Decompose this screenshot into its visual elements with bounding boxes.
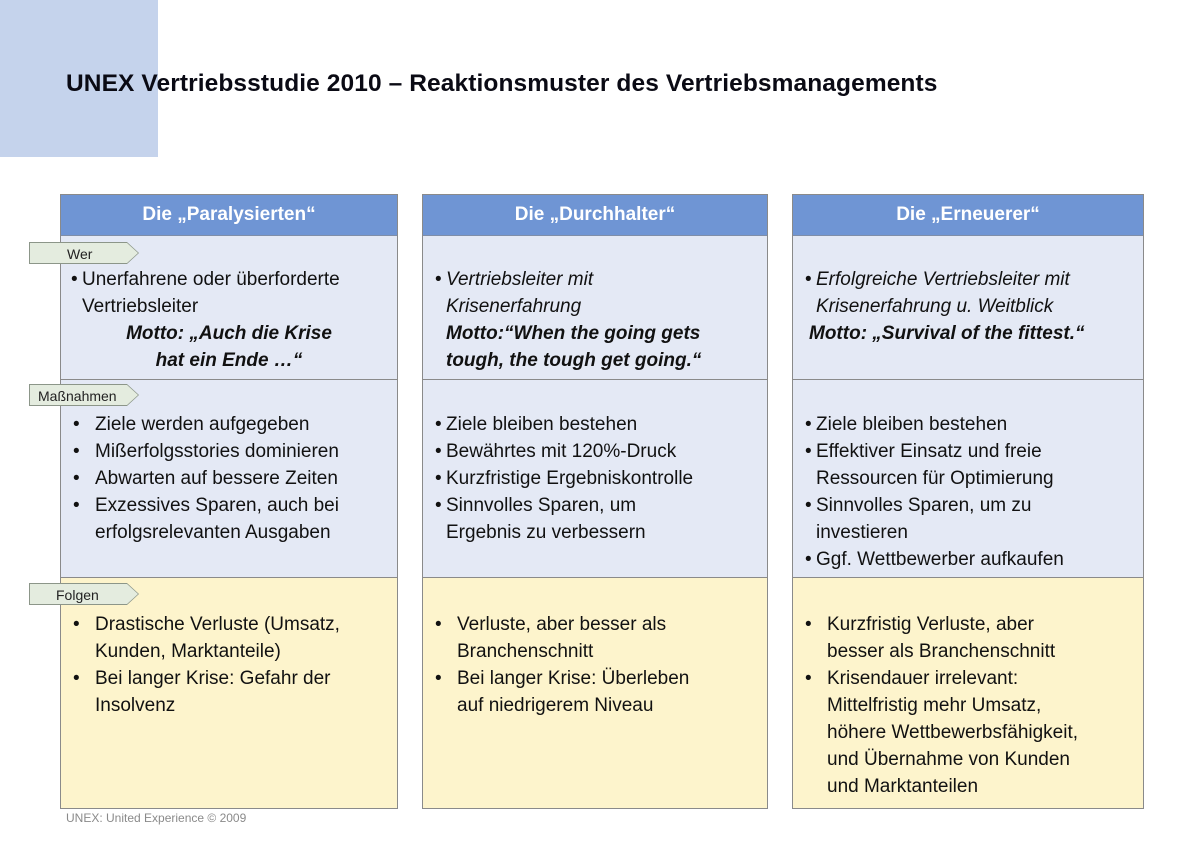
motto: Motto: „Survival of the fittest.“ [809,323,1085,344]
list-item-continuation: investieren [816,522,908,543]
list-item: • Mißerfolgsstories dominieren [73,441,339,462]
list-item-continuation: und Marktanteilen [827,776,979,797]
list-item: • Bei langer Krise: Überleben [435,668,690,689]
list-item-continuation: besser als Branchenschnitt [827,641,1056,662]
column-erneuerer [792,194,1144,809]
section-wer [793,236,1143,380]
list-item: • Abwarten auf bessere Zeiten [73,468,338,489]
list-item: • Krisendauer irrelevant: [805,668,1019,689]
list-item: • Bewährtes mit 120%-Druck [435,441,677,462]
row-tag-massnahmen: Maßnahmen [29,384,127,406]
list-item: • Kurzfristige Ergebniskontrolle [435,468,694,489]
section-folgen [793,578,1143,808]
list-item: • Bei langer Krise: Gefahr der [73,668,331,689]
list-item: • Verluste, aber besser als [435,614,667,635]
list-item: • Sinnvolles Sparen, um zu [805,495,1032,516]
list-item: • Exzessives Sparen, auch bei [73,495,339,516]
wer-text: • Vertriebsleiter mit Krisenerfahrung [435,269,594,317]
motto: hat ein Ende …“ [155,350,303,371]
section-massnahmen [423,380,767,578]
page-title: UNEX Vertriebsstudie 2010 – Reaktionsmuster des Vertriebsmanagements [66,70,938,97]
list-item-continuation: Ressourcen für Optimierung [816,468,1054,489]
motto: Motto: „Auch die Krise [126,323,332,344]
list-item: • Ziele bleiben bestehen [805,414,1008,435]
list-item-continuation: höhere Wettbewerbsfähigkeit, [827,722,1079,743]
list-item-continuation: Ergebnis zu verbessern [446,522,646,543]
wer-text: • Unerfahrene oder überforderte Vertriebsleiter [71,269,340,317]
section-wer [423,236,767,380]
list-item: • Sinnvolles Sparen, um [435,495,637,516]
column-paralysierten [60,194,398,809]
list-item: • Effektiver Einsatz und freie [805,441,1042,462]
column-header: Die „Paralysierten“ [61,195,397,236]
column-durchhalter [422,194,768,809]
list-item-continuation: Mittelfristig mehr Umsatz, [827,695,1042,716]
section-folgen [61,578,397,808]
section-massnahmen [793,380,1143,578]
list-item: • Drastische Verluste (Umsatz, [73,614,340,635]
row-tag-folgen: Folgen [29,583,127,605]
motto: tough, the tough get going.“ [446,350,702,371]
list-item: • Ziele bleiben bestehen [435,414,638,435]
list-item-continuation: Kunden, Marktanteile) [95,641,281,662]
list-item-continuation: Branchenschnitt [457,641,594,662]
list-item: • Ziele werden aufgegeben [73,414,310,435]
copyright-footer: UNEX: United Experience © 2009 [66,811,247,825]
section-massnahmen [61,380,397,578]
column-header: Die „Durchhalter“ [423,195,767,236]
column-header: Die „Erneuerer“ [793,195,1143,236]
list-item-continuation: auf niedrigerem Niveau [457,695,654,716]
list-item: • Kurzfristig Verluste, aber [805,614,1034,635]
motto: Motto:“When the going gets [446,323,701,344]
section-folgen [423,578,767,808]
row-tag-wer: Wer [29,242,127,264]
wer-text: • Erfolgreiche Vertriebsleiter mit Krisenerfahrung u. Weitblick [805,269,1070,317]
list-item-continuation: Insolvenz [95,695,176,716]
list-item: • Ggf. Wettbewerber aufkaufen [805,549,1064,570]
list-item-continuation: und Übernahme von Kunden [827,749,1070,770]
list-item-continuation: erfolgsrelevanten Ausgaben [95,522,331,543]
